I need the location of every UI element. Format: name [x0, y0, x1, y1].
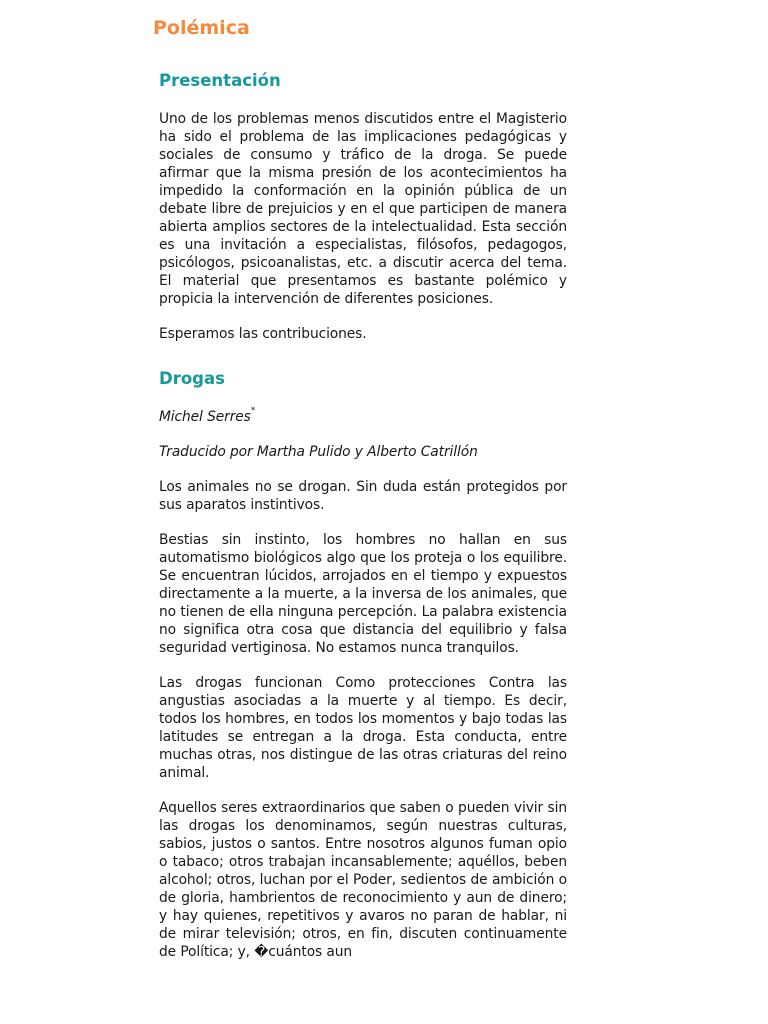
presentacion-paragraph: Uno de los problemas menos discutidos entre el Magisterio ha sido el problema de las implicaciones pedagógicas y sociales de consumo y tráfico de la droga. Se puede afirmar que la misma presión de los acontecimientos ha impedido la conformación en la opinión pública de un debate libre de prejuicios y en el que participen de manera abierta amplios sectores de la intelectualidad. Esta sección es una invitación a especialistas, filósofos, pedagogos, psicólogos, psicoanalistas, etc. a discutir acerca del tema. El material que presentamos es bastante polémico y propicia la intervención de diferentes posiciones.: [159, 111, 567, 307]
presentacion-heading: Presentación: [159, 71, 281, 90]
article-heading: Drogas: [159, 369, 225, 388]
article-paragraph: Aquellos seres extraordinarios que saben o pueden vivir sin las drogas los denominamos, según nuestras culturas, sabios, justos o santos. Entre nosotros algunos fuman opio o tabaco; otros trabajan incansablemente; aquéllos, beben alcohol; otros, luchan por el Poder, sedientos de ambición o de gloria, hambrientos de reconocimiento y aun de dinero; y hay quienes, repetitivos y avaros no paran de hablar, ni de mirar televisión; otros, en fin, discuten continuamente de Política; y, �cuántos aun: [159, 800, 567, 960]
author-footnote-marker[interactable]: *: [250, 406, 256, 416]
presentacion-closing: Esperamos las contribuciones.: [159, 326, 367, 342]
article-paragraph: Las drogas funcionan Como protecciones Contra las angustias asociadas a la muerte y al tiempo. Es decir, todos los hombres, en todos los momentos y bajo todas las latitudes se entregan a la droga. Esta conducta, entre muchas otras, nos distingue de las otras criaturas del reino animal.: [159, 675, 567, 781]
article-paragraph: Bestias sin instinto, los hombres no hallan en sus automatismo biológicos algo que los proteja o los equilibre. Se encuentran lúcidos, arrojados en el tiempo y expuestos directamente a la muerte, a la inversa de los animales, que no tienen de ella ninguna percepción. La palabra existencia no significa otra cosa que distancia del equilibrio y falsa seguridad vertiginosa. No estamos nunca tranquilos.: [159, 532, 567, 656]
article-translators: Traducido por Martha Pulido y Alberto Catrillón: [159, 444, 478, 460]
article-author-line: [159, 408, 567, 426]
main-content: [159, 66, 567, 978]
article-author: Michel Serres: [159, 409, 251, 425]
site-title: Polémica: [153, 17, 250, 39]
article-paragraph: Los animales no se drogan. Sin duda están protegidos por sus aparatos instintivos.: [159, 479, 567, 513]
